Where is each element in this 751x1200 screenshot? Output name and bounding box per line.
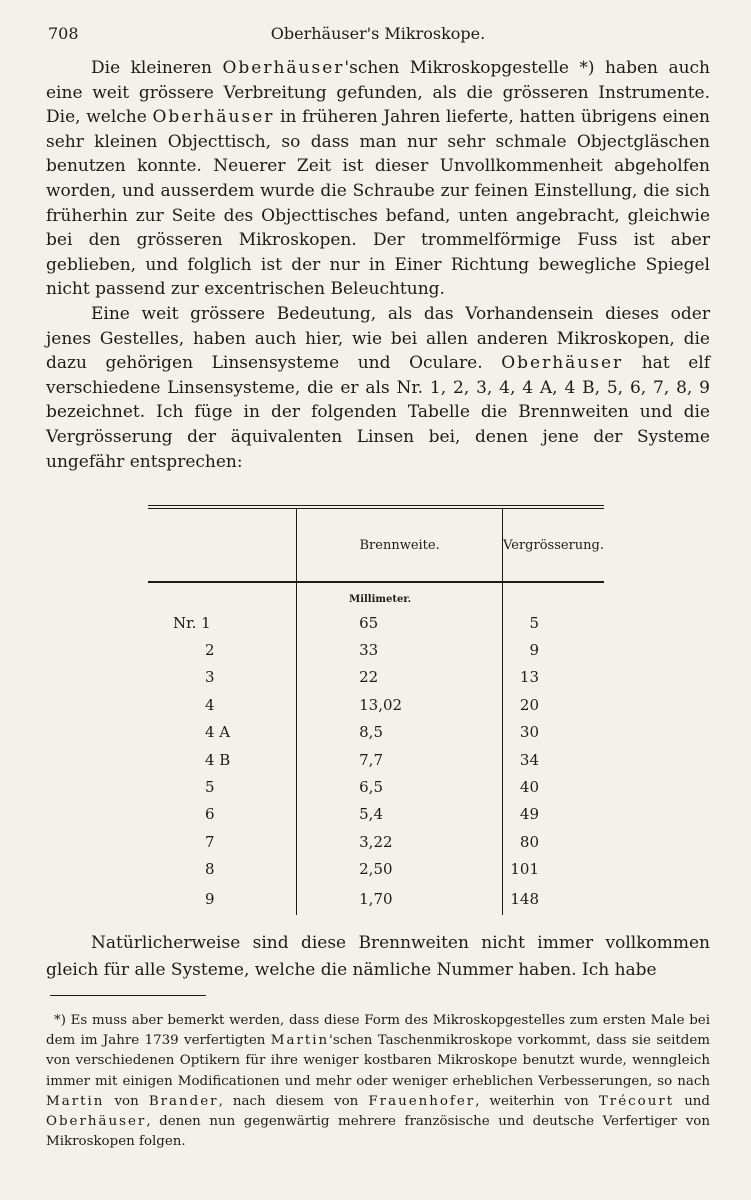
page-number: 708 [48, 24, 79, 43]
table-row [148, 746, 604, 773]
magnification: 34 [503, 746, 604, 773]
table-row [148, 801, 604, 828]
table-row [148, 883, 604, 915]
person-name: Martin [46, 1093, 105, 1109]
table-row [148, 636, 604, 663]
table-row [148, 691, 604, 718]
person-name: Frauenhofer [368, 1093, 476, 1109]
system-number: 2 [205, 641, 215, 660]
text-span: hat elf verschiedene Linsensysteme, die er als Nr. 1, 2, 3, 4, 4 A, 4 B, 5, 6, 7, 8, 9 bezeichnet. Ich füge in der folgenden Tabelle die Brennweiten und die Vergrösserung der äquivalenten Linsen bei, denen jene der Systeme ungefähr entsprechen: [46, 353, 711, 472]
text-span: Die kleineren [91, 58, 223, 78]
person-name: Oberhäuser [222, 58, 345, 78]
focal-length: 33 [297, 636, 503, 663]
person-name: Oberhäuser [46, 1114, 147, 1130]
magnification: 101 [503, 856, 604, 883]
focal-length: 65 [297, 609, 503, 636]
text-span: und [674, 1093, 711, 1109]
unit-row [148, 582, 604, 609]
table-row [148, 609, 604, 636]
text-span: , weiterhin von [475, 1093, 599, 1109]
table-row [148, 856, 604, 883]
magnification: 5 [503, 609, 604, 636]
focal-length: 5,4 [297, 801, 503, 828]
focal-length: 3,22 [297, 828, 503, 855]
system-number: 3 [205, 668, 215, 687]
paragraph-3: Natürlicherweise sind diese Brennweiten nicht immer vollkommen gleich für alle Systeme, welche die nämliche Nummer haben. Ich habe [46, 933, 710, 980]
focal-length: 2,50 [297, 856, 503, 883]
footnote-divider [50, 995, 206, 996]
header-label [148, 507, 297, 582]
magnification: 13 [503, 664, 604, 691]
focal-length: 6,5 [297, 773, 503, 800]
text-span: *) Es muss aber bemerkt werden, dass diese Form des Mikroskopgestelles zum ersten Male bei dem im Jahre 1739 verfertigten [46, 1013, 710, 1049]
body-text [46, 56, 710, 474]
running-title: Oberhäuser's Mikroskope. [270, 24, 486, 43]
paragraph-1 [46, 56, 710, 302]
person-name: Oberhäuser [152, 107, 275, 128]
table-row [148, 664, 604, 691]
text-span: in früheren Jahren lieferte, hatten übrigens einen sehr kleinen Objecttisch, so dass man nur sehr schmale Objectgläschen benutzen konnte. Neuerer Zeit ist dieser Unvollkommenheit abgeholfen worden, und ausserdem wurde die Schraube zur feinen Einstellung, die sich früherhin zur Seite des Objecttisches befand, unten angebracht, gleichwie bei den grösseren Mikroskopen. Der trommelförmige Fuss ist aber geblieben, und folglich ist der nur in Einer Richtung bewegliche Spiegel nicht passend zur excentrischen Beleuchtung. [46, 107, 710, 300]
header-magnification: Vergrösserung. [503, 507, 604, 582]
table-header-row [148, 507, 604, 582]
system-number: 6 [205, 805, 215, 824]
text-span: 'schen Taschenmikroskope vorkommt, dass sie seitdem von verschiedenen Optikern für ihre weniger kostbaren Mikroskope benutzt wurde, wenngleich immer mit einigen Modificationen und mehr oder weniger erheblichen Verbesserungen, so nach [46, 1033, 710, 1089]
table-row [148, 773, 604, 800]
footnote-text [46, 1011, 710, 1152]
system-number: 4 [205, 695, 215, 714]
system-number: 5 [205, 778, 215, 797]
focal-length: 1,70 [297, 883, 503, 915]
table-cell [148, 582, 297, 609]
unit-label: Millimeter. [297, 582, 503, 609]
magnification: 49 [503, 801, 604, 828]
system-number: 4 A [205, 723, 231, 742]
person-name: Trécourt [598, 1093, 675, 1109]
system-number: 8 [205, 860, 215, 879]
table-row [148, 719, 604, 746]
text-span: 'schen Mikroskopgestelle *) haben auch eine weit grössere Verbreitung gefunden, als die grösseren Instrumente. Die, welche [46, 58, 710, 128]
person-name: Brander [148, 1093, 219, 1109]
system-number: Nr. 1 [173, 613, 211, 632]
text-span: , denen nun gegenwärtig mehrere französische und deutsche Verfertiger von Mikroskopen folgen. [46, 1114, 710, 1150]
paragraph-2 [46, 302, 710, 474]
focal-length: 22 [297, 664, 503, 691]
body-text-continued [46, 930, 710, 984]
magnification: 148 [503, 883, 604, 915]
magnification: 80 [503, 828, 604, 855]
text-span: von [104, 1093, 149, 1109]
system-number: 4 B [205, 750, 231, 769]
focal-length: 8,5 [297, 719, 503, 746]
table-cell [503, 582, 604, 609]
person-name: Oberhäuser [501, 353, 624, 374]
focal-length: 13,02 [297, 691, 503, 718]
magnification: 40 [503, 773, 604, 800]
magnification: 30 [503, 719, 604, 746]
person-name: Martin [270, 1033, 330, 1049]
page-header [48, 24, 708, 46]
header-focal-length: Brennweite. [297, 507, 503, 582]
focal-length: 7,7 [297, 746, 503, 773]
magnification: 9 [503, 636, 604, 663]
lens-table [148, 505, 604, 915]
system-number: 9 [205, 889, 215, 908]
footnote [46, 1011, 710, 1152]
text-span: , nach diesem von [218, 1093, 369, 1109]
system-number: 7 [205, 832, 215, 851]
table-row [148, 828, 604, 855]
magnification: 20 [503, 691, 604, 718]
text-span: Eine weit grössere Bedeutung, als das Vorhandensein dieses oder jenes Gestelles, haben auch hier, wie bei allen anderen Mikroskopen, die dazu gehörigen Linsensysteme und Oculare. [46, 303, 710, 374]
